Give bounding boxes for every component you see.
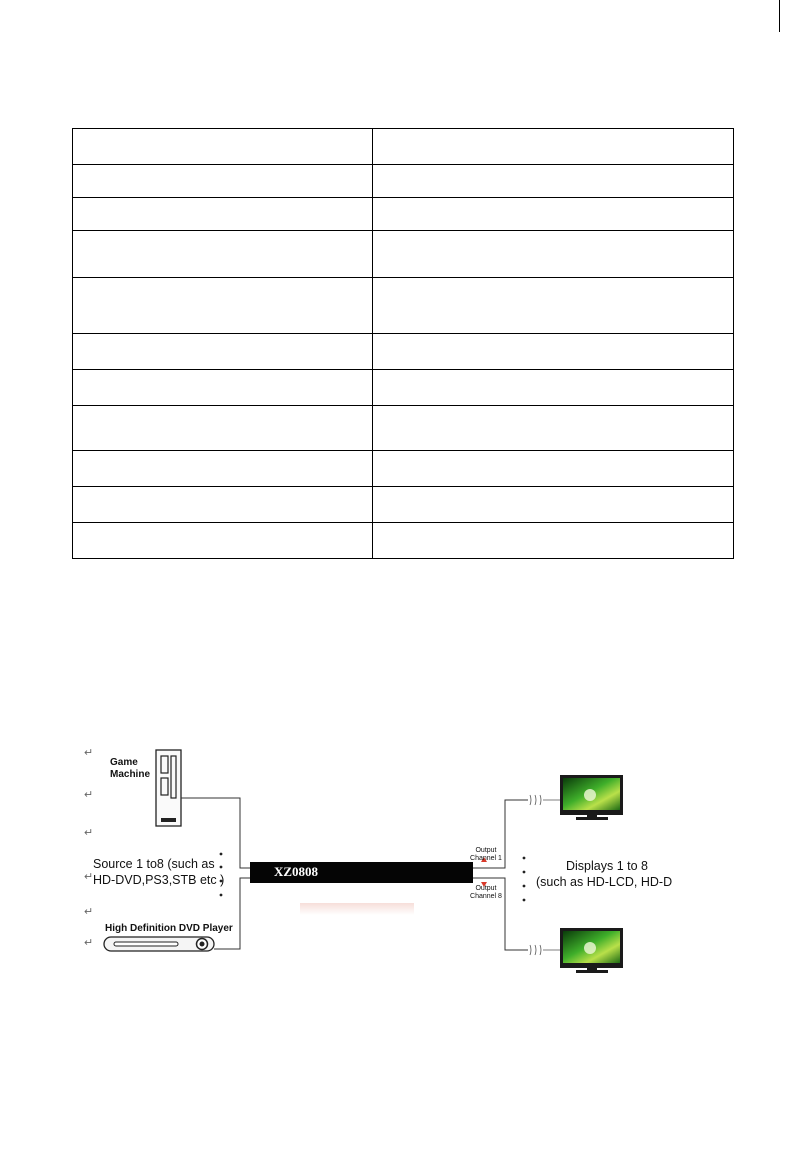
table-cell-label xyxy=(73,165,373,198)
return-mark-5: ↵ xyxy=(84,906,94,918)
return-mark-3: ↵ xyxy=(84,827,94,839)
output-cables xyxy=(473,800,528,950)
top-right-corner-mark xyxy=(779,0,780,32)
output-channel-8-line2: Channel 8 xyxy=(470,893,502,900)
table-cell-label xyxy=(73,370,373,406)
table-row xyxy=(73,129,734,165)
displays-label-line1: Displays 1 to 8 xyxy=(566,859,648,873)
dvd-player-icon xyxy=(104,937,214,951)
table-row xyxy=(73,406,734,451)
table-cell-value xyxy=(373,165,734,198)
output-channel-8-label xyxy=(470,885,502,901)
switch-reflection xyxy=(300,903,414,915)
table-cell-value xyxy=(373,406,734,451)
table-row xyxy=(73,487,734,523)
table-cell-value xyxy=(373,334,734,370)
return-mark-6: ↵ xyxy=(84,937,94,949)
output-channel-1-line1: Output xyxy=(475,847,497,854)
table-cell-value xyxy=(373,278,734,334)
game-machine-label: Game Machine xyxy=(110,757,151,780)
table-cell-value xyxy=(373,487,734,523)
table-row xyxy=(73,278,734,334)
switch-model-label: XZ0808 xyxy=(274,864,319,879)
specifications-table xyxy=(72,128,734,559)
table-cell-value xyxy=(373,198,734,231)
output-channel-1-line2: Channel 1 xyxy=(470,855,502,862)
table-cell-value xyxy=(373,523,734,559)
table-cell-label xyxy=(73,523,373,559)
table-cell-label xyxy=(73,487,373,523)
table-cell-label xyxy=(73,334,373,370)
table-cell-value xyxy=(373,451,734,487)
table-row xyxy=(73,198,734,231)
table-row xyxy=(73,334,734,370)
display-top-icon xyxy=(560,775,623,820)
table-cell-label xyxy=(73,198,373,231)
table-cell-label xyxy=(73,231,373,278)
display-bottom-icon xyxy=(560,928,623,973)
table-cell-label xyxy=(73,278,373,334)
return-mark-1: ↵ xyxy=(84,747,94,759)
source-label-line2: HD-DVD,PS3,STB etc ) xyxy=(93,873,225,887)
table-row xyxy=(73,231,734,278)
output-channel-8-line1: Output xyxy=(475,885,497,892)
table-row xyxy=(73,523,734,559)
dvd-player-label: High Definition DVD Player xyxy=(105,923,233,934)
table-cell-value xyxy=(373,370,734,406)
table-cell-value xyxy=(373,129,734,165)
table-cell-label xyxy=(73,129,373,165)
displays-label-line2-clip xyxy=(536,875,673,893)
game-machine-icon xyxy=(156,750,181,826)
table-cell-label xyxy=(73,406,373,451)
output-channel-1-label xyxy=(470,847,502,863)
table-row xyxy=(73,370,734,406)
return-mark-2: ↵ xyxy=(84,789,94,801)
table-cell-value xyxy=(373,231,734,278)
table-row xyxy=(73,451,734,487)
output-dots xyxy=(523,857,526,902)
table-row xyxy=(73,165,734,198)
return-mark-4: ↵ xyxy=(84,871,94,883)
source-label-line1: Source 1 to8 (such as xyxy=(93,857,215,871)
displays-label-line2: (such as HD-LCD, HD-D xyxy=(536,875,673,889)
connection-diagram xyxy=(0,720,794,1000)
table-cell-label xyxy=(73,451,373,487)
